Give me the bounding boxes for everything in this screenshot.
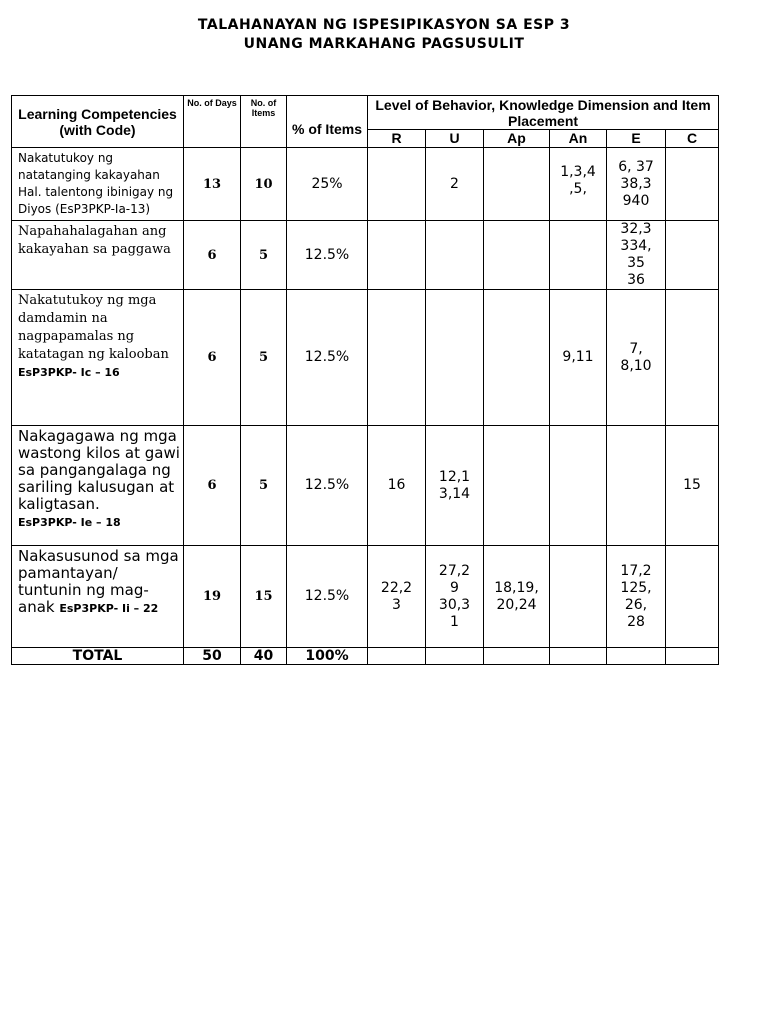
days-cell: 6 — [184, 290, 241, 426]
r-cell: 22,2 3 — [368, 546, 426, 648]
total-label: TOTAL — [12, 648, 184, 665]
e-cell: 17,2 125, 26, 28 — [607, 546, 666, 648]
ap-cell — [484, 148, 550, 221]
competency-cell — [12, 148, 184, 221]
c-cell: 15 — [666, 426, 719, 546]
c-cell — [666, 221, 719, 290]
header-level-u: U — [426, 130, 484, 148]
header-percent: % of Items — [287, 96, 368, 148]
c-cell — [666, 148, 719, 221]
table-row — [12, 221, 719, 290]
competency-cell — [12, 221, 184, 290]
competency-cell — [12, 426, 184, 546]
competency-cell — [12, 290, 184, 426]
percent-cell: 12.5% — [287, 290, 368, 426]
total-row — [12, 648, 719, 665]
u-cell — [426, 290, 484, 426]
competency-code: EsP3PKP- Ii – 22 — [59, 602, 159, 615]
items-cell: 5 — [241, 221, 287, 290]
items-cell: 15 — [241, 546, 287, 648]
c-cell — [666, 290, 719, 426]
r-cell — [368, 221, 426, 290]
items-cell: 5 — [241, 290, 287, 426]
ap-cell — [484, 221, 550, 290]
competency-cell — [12, 546, 184, 648]
percent-cell: 12.5% — [287, 546, 368, 648]
specification-table — [11, 95, 719, 665]
table-row — [12, 290, 719, 426]
document-subtitle: UNANG MARKAHANG PAGSUSULIT — [243, 36, 525, 52]
u-cell: 12,1 3,14 — [426, 426, 484, 546]
header-level: Level of Behavior, Knowledge Dimension and Item Placement — [368, 96, 719, 130]
competency-code: EsP3PKP- Ie – 18 — [18, 516, 121, 529]
days-cell: 6 — [184, 426, 241, 546]
total-r-cell — [368, 648, 426, 665]
competency-text: Nakasusunod sa mga pamantayan/ tuntunin ng mag-anak — [18, 547, 179, 616]
ap-cell — [484, 290, 550, 426]
header-level-e: E — [607, 130, 666, 148]
days-cell: 13 — [184, 148, 241, 221]
total-percent: 100% — [287, 648, 368, 665]
an-cell: 9,11 — [550, 290, 607, 426]
r-cell — [368, 148, 426, 221]
total-items: 40 — [241, 648, 287, 665]
competency-text: Nakatutukoy ng natatanging kakayahan Hal. talentong ibinigay ng Diyos — [18, 151, 174, 216]
total-c-cell — [666, 648, 719, 665]
an-cell: 1,3,4 ,5, — [550, 148, 607, 221]
e-cell: 32,3 334, 35 36 — [607, 221, 666, 290]
competency-text: Napahahalagahan ang kakayahan sa paggawa — [18, 224, 171, 257]
total-ap-cell — [484, 648, 550, 665]
header-days: No. of Days — [184, 96, 241, 148]
header-level-c: C — [666, 130, 719, 148]
days-cell: 19 — [184, 546, 241, 648]
header-level-r: R — [368, 130, 426, 148]
ap-cell — [484, 426, 550, 546]
competency-text: Nakatutukoy ng mga damdamin na nagpapamalas ng katatagan ng kalooban — [18, 293, 169, 362]
competency-text: Nakagagawa ng mga wastong kilos at gawi sa pangangalaga ng sariling kalusugan at kaligtasan. — [18, 427, 180, 513]
r-cell — [368, 290, 426, 426]
u-cell: 2 — [426, 148, 484, 221]
percent-cell: 12.5% — [287, 221, 368, 290]
items-cell: 10 — [241, 148, 287, 221]
table-row — [12, 546, 719, 648]
an-cell — [550, 426, 607, 546]
header-level-an: An — [550, 130, 607, 148]
an-cell — [550, 221, 607, 290]
days-cell: 6 — [184, 221, 241, 290]
competency-code: (EsP3PKP-Ia-13) — [55, 202, 151, 216]
percent-cell: 25% — [287, 148, 368, 221]
total-days: 50 — [184, 648, 241, 665]
total-an-cell — [550, 648, 607, 665]
u-cell — [426, 221, 484, 290]
header-competencies: Learning Competencies (with Code) — [12, 96, 184, 148]
ap-cell: 18,19, 20,24 — [484, 546, 550, 648]
competency-code: EsP3PKP- Ic – 16 — [18, 366, 120, 379]
items-cell: 5 — [241, 426, 287, 546]
table-row — [12, 148, 719, 221]
an-cell — [550, 546, 607, 648]
r-cell: 16 — [368, 426, 426, 546]
percent-cell: 12.5% — [287, 426, 368, 546]
u-cell: 27,2 9 30,3 1 — [426, 546, 484, 648]
header-items: No. of Items — [241, 96, 287, 148]
header-level-ap: Ap — [484, 130, 550, 148]
table-row — [12, 426, 719, 546]
e-cell: 7, 8,10 — [607, 290, 666, 426]
e-cell: 6, 37 38,3 940 — [607, 148, 666, 221]
e-cell — [607, 426, 666, 546]
total-e-cell — [607, 648, 666, 665]
total-u-cell — [426, 648, 484, 665]
c-cell — [666, 546, 719, 648]
document-title: TALAHANAYAN NG ISPESIPIKASYON SA ESP 3 — [197, 17, 571, 33]
